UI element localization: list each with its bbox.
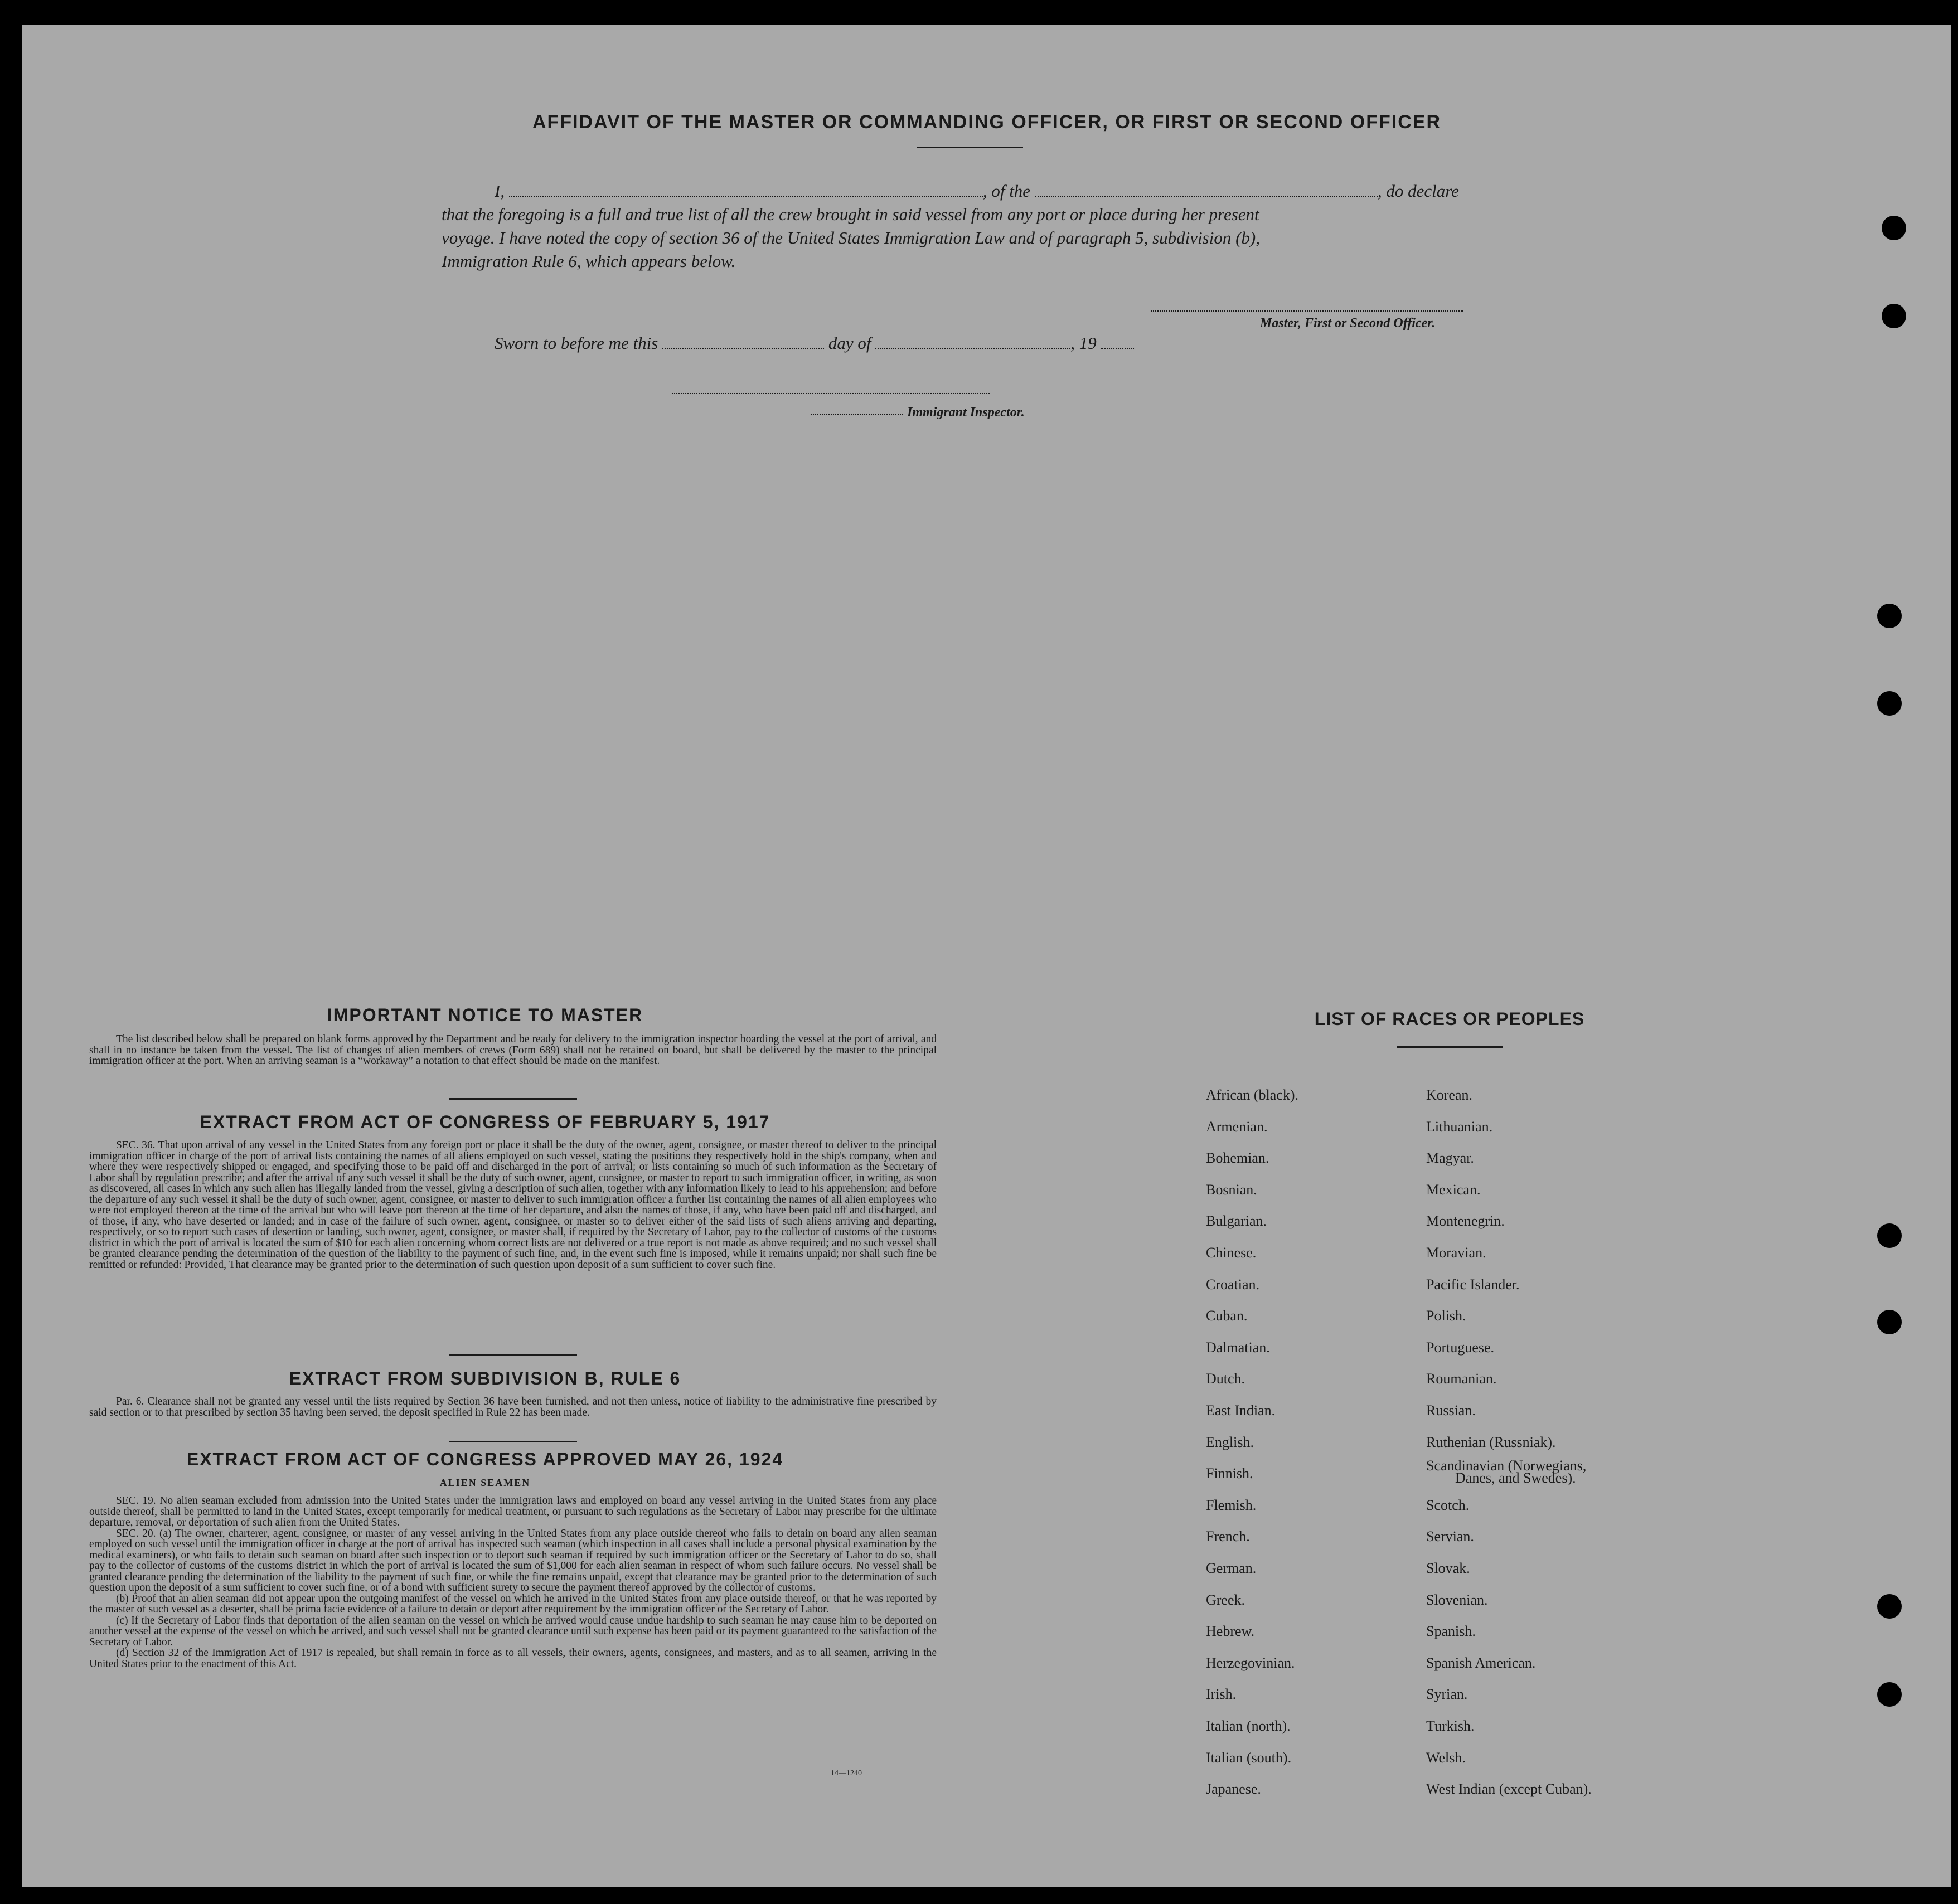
extract-1917-title: EXTRACT FROM ACT OF CONGRESS OF FEBRUARY 5, 1917 [200,1112,770,1132]
sworn-start: Sworn to before me this [495,333,658,353]
race-item: Welsh. [1426,1749,1466,1766]
race-item: Russian. [1426,1402,1476,1419]
race-item: Spanish. [1426,1623,1476,1640]
races-title: LIST OF RACES OR PEOPLES [1314,1009,1585,1029]
name-blank[interactable] [509,192,983,197]
day-blank[interactable] [662,344,824,349]
sworn-year: , 19 [1070,333,1097,353]
race-item: Slovenian. [1426,1591,1488,1608]
race-item: Herzegovinian. [1206,1654,1295,1671]
vessel-blank[interactable] [1035,192,1378,197]
punch-hole [1877,691,1902,716]
race-item: Syrian. [1426,1686,1468,1703]
race-item: Pacific Islander. [1426,1276,1520,1293]
race-item: Portuguese. [1426,1339,1495,1356]
affidavit-line-3: voyage. I have noted the copy of section 36 of the United States Immigration Law and of paragraph 5, subdivision (b), [442,228,1260,247]
punch-hole [1877,1223,1902,1248]
race-item: Moravian. [1426,1245,1486,1261]
race-item: Japanese. [1206,1781,1261,1798]
affidavit-line-1-end: , do declare [1377,181,1459,201]
race-item: Korean. [1426,1087,1473,1103]
notice-paragraph: The list described below shall be prepared on blank forms approved by the Department and be ready for delivery to the immigration inspector boarding the vessel at the port of arrival, and shall in no instance be taken from the vessel. The list of changes of alien members of crews (Form 689) shall not be retained on board, but shall be delivered by the master to the principal immigration officer at the port. When an arriving seaman is a “workaway” a notation to that effect should be made on the manifest. [89,1033,937,1067]
race-item: Turkish. [1426,1718,1475,1734]
master-signature-line[interactable] [1151,310,1463,312]
race-item: Polish. [1426,1308,1466,1324]
race-item: German. [1206,1560,1257,1576]
race-item: Hebrew. [1206,1623,1255,1640]
affidavit-title: AFFIDAVIT OF THE MASTER OR COMMANDING OFFICER, OR FIRST OR SECOND OFFICER [532,111,1441,133]
race-item: Scotch. [1426,1497,1470,1513]
extract-1917-rule [449,1354,577,1356]
rule-6-rule [449,1441,577,1442]
extract-1924-text [89,1495,937,1669]
inspector-signature-line[interactable] [672,393,990,394]
affidavit-line-2: that the foregoing is a full and true list of all the crew brought in said vessel from any port or place during her present [442,205,1259,224]
affidavit-title-rule [917,147,1023,148]
race-item: Bosnian. [1206,1181,1257,1198]
race-item: Finnish. [1206,1465,1253,1482]
race-item: Irish. [1206,1686,1237,1703]
race-item: Ruthenian (Russniak). [1426,1434,1556,1450]
race-item: Magyar. [1426,1150,1474,1167]
race-item: Roumanian. [1426,1371,1497,1387]
punch-hole [1882,304,1906,328]
section-19-paragraph: SEC. 19. No alien seaman excluded from admission into the United States under the immigration laws and employed on board any vessel arriving in the United States from any place outside thereof, shall be permitted to land in the United States, except temporarily for medical treatment, or pursuant to such regulations as the Secretary of Labor may prescribe for the ultimate departure, removal, or deportation of such alien from the United States. [89,1495,937,1528]
punch-hole [1882,216,1906,240]
punch-hole [1877,1594,1902,1619]
inspector-signature-lead [811,414,903,415]
race-item: Flemish. [1206,1497,1257,1513]
notice-rule [449,1098,577,1100]
race-item: Dutch. [1206,1371,1245,1387]
race-item: Mexican. [1426,1181,1481,1198]
race-item: African (black). [1206,1087,1299,1103]
race-item: Greek. [1206,1591,1245,1608]
race-item: Bulgarian. [1206,1213,1267,1230]
section-36-paragraph: SEC. 36. That upon arrival of any vessel in the United States from any foreign port or place it shall be the duty of the owner, agent, consignee, or master thereof to deliver to the principal immigration officer in charge of the port of arrival lists containing the names of all aliens employed on such vessel, stating the positions they respectively hold in the ship's company, when and where they were respectively shipped or engaged, and specifying those to be paid off and discharged in the port of arrival; or lists containing so much of such information as the Secretary of Labor shall by regulation prescribe; and after the arrival of any such vessel it shall be the duty of such owner, agent, consignee, or master to report to such immigration officer, in writing, as soon as discovered, all cases in which any such alien has illegally landed from the vessel, giving a description of such alien, together with any information likely to lead to his apprehension; and before the departure of any such vessel it shall be the duty of such owner, agent, consignee, or master to deliver to such immigration officer a further list containing the names of all alien employees who were not employed thereon at the time of the arrival but who will leave port thereon at the time of her departure, and also the names of those, if any, who have been paid off and discharged, and of those, if any, who have deserted or landed; and in case of the failure of such owner, agent, consignee, or master so to deliver either of the said lists of such aliens arriving and departing, respectively, or so to report such cases of desertion or landing, such owner, agent, consignee, or master shall, if required by the Secretary of Labor, pay to the collector of customs of the customs district in which the port of arrival is located the sum of $10 for each alien concerning whom correct lists are not delivered or a true report is not made as above required; and no such vessel shall be granted clearance pending the determination of the question of the liability to the payment of such fine, and, in the event such fine is imposed, while it remains unpaid; nor shall such fine be remitted or refunded: Provided, That clearance may be granted prior to the determination of such question upon deposit of a sum sufficient to cover such fine. [89,1139,937,1271]
races-title-rule [1397,1046,1503,1048]
document-page [22,25,1951,1887]
race-item: Croatian. [1206,1276,1260,1293]
race-item: French. [1206,1528,1250,1545]
race-item: West Indian (except Cuban). [1426,1781,1592,1798]
rule-6-text [89,1396,937,1418]
race-item: East Indian. [1206,1402,1276,1419]
master-label: Master, First or Second Officer. [1260,316,1436,331]
section-20d-paragraph: (d) Section 32 of the Immigration Act of 1917 is repealed, but shall remain in force as to all vessels, their owners, agents, consignees, and masters, and as to all seamen, arriving in the United States prior to the enactment of this Act. [89,1647,937,1670]
race-item: Armenian. [1206,1118,1268,1135]
race-item: Dalmatian. [1206,1339,1270,1356]
sworn-line [495,333,1134,353]
race-item: Lithuanian. [1426,1118,1493,1135]
race-item: Cuban. [1206,1308,1248,1324]
punch-hole [1877,1310,1902,1334]
affidavit-line-1-mid: , of the [982,181,1031,201]
alien-seamen-subtitle: ALIEN SEAMEN [439,1477,531,1488]
affidavit-line-4: Immigration Rule 6, which appears below. [442,251,736,271]
race-item: Bohemian. [1206,1150,1269,1167]
section-20a-paragraph: SEC. 20. (a) The owner, charterer, agent, consignee, or master of any vessel arriving in the United States from any place outside thereof who fails to detain on board any alien seaman employed on such vessel until the immigration officer in charge at the port of arrival has inspected such seaman (which inspection in all cases shall include a personal physical examination by the medical examiners), or who fails to detain such seaman on board after such inspection or to deport such seaman if required by such immigration officer or the Secretary of Labor to do so, shall pay to the collector of customs of the customs district in which the port of arrival is located the sum of $1,000 for each alien seaman in respect of whom such failure occurs. No vessel shall be granted clearance pending the determination of the liability to the payment of such fine, or while the fine remains unpaid, except that clearance may be granted prior to the determination of such question upon the deposit of a sum sufficient to cover such fine, or of a bond with sufficient surety to secure the payment thereof approved by the collector of customs. [89,1527,937,1594]
extract-1924-title: EXTRACT FROM ACT OF CONGRESS APPROVED MAY 26, 1924 [186,1449,784,1469]
inspector-label: Immigrant Inspector. [907,405,1025,420]
affidavit-line-1-start: I, [495,181,505,201]
section-20c-paragraph: (c) If the Secretary of Labor finds that deportation of the alien seaman on the vessel on which he arrived would cause undue hardship to such seaman he may cause him to be deported on another vessel at the expense of the vessel on which he arrived, and such vessel shall not be granted clearance until such expense has been paid or its payment guaranteed to the satisfaction of the Secretary of Labor. [89,1614,937,1648]
year-blank[interactable] [1101,344,1134,349]
race-item: Chinese. [1206,1245,1257,1261]
notice-title: IMPORTANT NOTICE TO MASTER [327,1005,643,1025]
month-blank[interactable] [875,344,1070,349]
section-20b-paragraph: (b) Proof that an alien seaman did not appear upon the outgoing manifest of the vessel on which he arrived in the United States from any place outside thereof, or that he was reported by the master of such vessel as a deserter, shall be prima facie evidence of a failure to detain or deport after requirement by the immigration officer or the Secretary of Labor. [89,1592,937,1615]
race-item: Italian (north). [1206,1718,1291,1734]
rule-6-title: EXTRACT FROM SUBDIVISION B, RULE 6 [289,1368,681,1388]
race-item: English. [1206,1434,1254,1450]
rule-6-paragraph: Par. 6. Clearance shall not be granted any vessel until the lists required by Section 36 have been furnished, and not then unless, notice of liability to the administrative fine prescribed by said section or to that prescribed by section 35 having been served, the deposit specified in Rule 22 has been made. [89,1396,937,1419]
race-item: Italian (south). [1206,1749,1292,1766]
race-item: Montenegrin. [1426,1213,1505,1230]
punch-hole [1877,1682,1902,1707]
race-item: Spanish American. [1426,1654,1536,1671]
race-item: Slovak. [1426,1560,1470,1576]
race-item: Servian. [1426,1528,1474,1545]
sworn-mid: day of [828,333,871,353]
race-item: Scandinavian (Norwegians, Danes, and Swedes). [1426,1458,1587,1487]
notice-text [89,1034,937,1067]
extract-1917-text [89,1140,937,1270]
punch-hole [1877,604,1902,628]
form-number: 14—1240 [831,1769,862,1777]
affidavit-line-1 [495,181,1459,201]
